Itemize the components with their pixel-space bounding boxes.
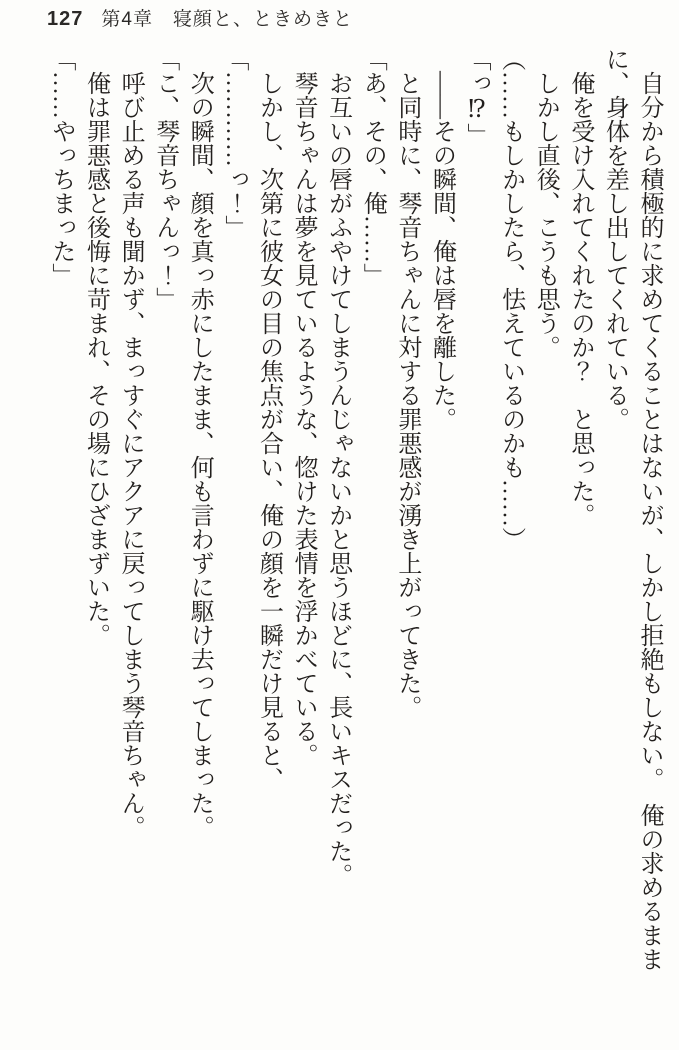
paragraph: （……もしかしたら、怯えているのかも……） — [497, 47, 524, 551]
page-number: 127 — [47, 8, 84, 30]
paragraph: しかし直後、こうも思う。 — [532, 71, 559, 359]
paragraph: 自分から積極的に求めてくることはないが、しかし拒絶もしない。 俺の求めるままに、身体を差し出してくれている。 — [601, 47, 662, 971]
paragraph: しかし、次第に彼女の目の焦点が合い、俺の顔を一瞬だけ見ると、 — [255, 71, 282, 791]
running-head — [47, 4, 353, 31]
paragraph: 俺を受け入れてくれたのか？ と思った。 — [566, 71, 593, 527]
paragraph: 呼び止める声も聞かず、まっすぐにアクアに戻ってしまう琴音ちゃん。 — [117, 71, 144, 839]
paragraph: 俺は罪悪感と後悔に苛まれ、その場にひざまずいた。 — [82, 71, 109, 647]
paragraph: 「あ、その、俺……」 — [359, 47, 386, 287]
paragraph: 次の瞬間、顔を真っ赤にしたまま、何も言わずに駆け去ってしまった。 — [186, 71, 213, 839]
paragraph: 「…………っ！」 — [220, 47, 247, 239]
paragraph: 琴音ちゃんは夢を見ているような、惚けた表情を浮かべている。 — [290, 71, 317, 767]
chapter-title: 第4章 寝顔と、ときめきと — [101, 9, 353, 30]
paragraph: 「っ⁉」 — [463, 47, 490, 147]
paragraph: お互いの唇がふやけてしまうんじゃないかと思うほどに、長いキスだった。 — [324, 71, 351, 887]
paragraph: 「……やっちまった」 — [47, 47, 74, 287]
paragraph: と同時に、琴音ちゃんに対する罪悪感が湧き上がってきた。 — [393, 71, 420, 719]
paragraph: ――その瞬間、俺は唇を離した。 — [428, 71, 455, 431]
vertical-text-block — [34, 47, 666, 1010]
paragraph: 「こ、琴音ちゃんっ！」 — [151, 47, 178, 311]
